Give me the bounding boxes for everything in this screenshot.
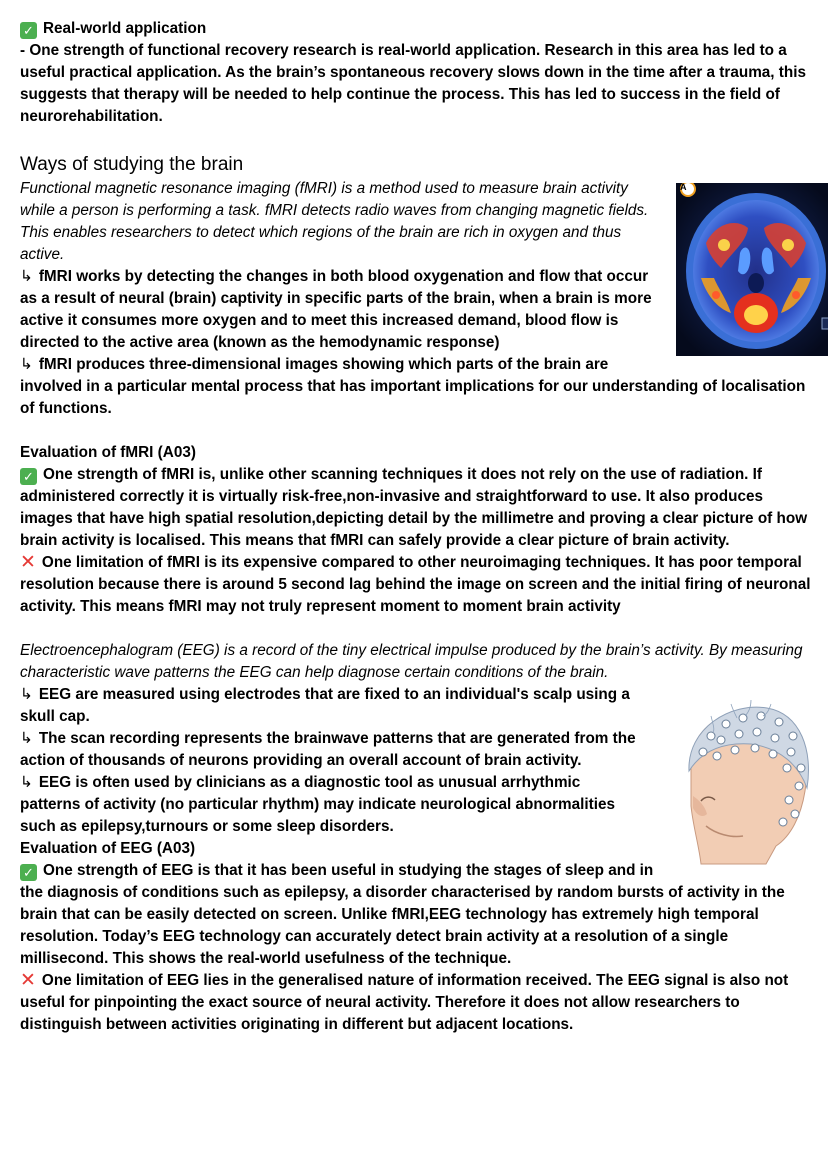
eeg-bullet: ↳ EEG is often used by clinicians as a diagnostic tool as unusual arrhythmic patterns of activity (no particular rhythm) may indicate neurological abnormalities such as epilepsy,turnours or some sleep disorders. (20, 774, 616, 835)
fmri-intro: Functional magnetic resonance imaging (fMRI) is a method used to measure brain activity while a person is performing a task. fMRI detects radio waves from changing magnetic fields. This enables researchers to detect which regions of the brain are rich in oxygen and thus active. (20, 180, 649, 263)
cross-mark-icon: ✕ (20, 970, 36, 991)
fmri-bullet: ↳ fMRI produces three-dimensional images showing which parts of the brain are involved in a particular mental process that has important implications for our understanding of localisation of functions. (20, 356, 806, 417)
eeg-intro: Electroencephalogram (EEG) is a record of the tiny electrical impulse produced by the brain’s activity. By measuring characteristic wave patterns the EEG can help diagnose certain conditions of the brain. (20, 642, 803, 681)
return-arrow-icon: ↳ (20, 356, 33, 373)
check-mark-icon: ✓ (20, 22, 37, 39)
real-world-heading: ✓ Real-world application (20, 18, 816, 40)
eeg-bullet: ↳ EEG are measured using electrodes that are fixed to an individual's scalp using a skull cap. (20, 686, 630, 725)
return-arrow-icon: ↳ (20, 774, 33, 791)
eeg-strength: ✓ One strength of EEG is that it has been useful in studying the stages of sleep and in the diagnosis of conditions such as epilepsy, a disorder characterised by random bursts of activity in the brain that can be easily detected on screen. Unlike fMRI,EEG technology has extremely high temporal resolution. Today’s EEG technology can accurately detect brain activity at a resolution of a single millisecond. This shows the real-world usefulness of the technique. (20, 862, 785, 967)
fmri-bullet: ↳ fMRI works by detecting the changes in both blood oxygenation and flow that occur as a result of neural (brain) captivity in specific parts of the brain, when a brain is more active it consumes more oxygen and to meet this increased demand, blood flow is directed to the active area (known as the hemodynamic response) (20, 268, 652, 351)
eeg-limitation: ✕ One limitation of EEG lies in the generalised nature of information received. The EEG signal is also not useful for pinpointing the exact source of neural activity. Therefore it does not allow researchers to distinguish between activities originating in different but adjacent locations. (20, 970, 789, 1033)
ways-heading: Ways of studying the brain (20, 154, 244, 175)
check-mark-icon: ✓ (20, 468, 37, 485)
check-mark-icon: ✓ (20, 864, 37, 881)
return-arrow-icon: ↳ (20, 686, 33, 703)
cross-mark-icon: ✕ (20, 552, 36, 573)
document-page (20, 18, 816, 1036)
fmri-image-label: A (680, 182, 687, 192)
eeg-head-image (671, 696, 813, 871)
fmri-strength: ✓ One strength of fMRI is, unlike other scanning techniques it does not rely on the use of radiation. If administered correctly it is virtually risk-free,non-invasive and straightforward to use. It also produces images that have high spatial resolution,depicting detail by the millimetre and proving a clear picture of how brain activity is localised. This means that fMRI can safely provide a clear picture of brain activity. (20, 466, 808, 549)
fmri-eval-heading: Evaluation of fMRI (A03) (20, 444, 196, 461)
real-world-body: - One strength of functional recovery research is real-world application. Research in this area has led to a useful practical application. As the brain’s spontaneous recovery slows down in the time after a trauma, this suggests that therapy will be needed to help continue the process. This has led to success in the field of neurorehabilitation. (20, 42, 806, 125)
eeg-eval-heading: Evaluation of EEG (A03) (20, 840, 196, 857)
eeg-bullet: ↳ The scan recording represents the brainwave patterns that are generated from the action of thousands of neurons providing an overall account of brain activity. (20, 730, 636, 769)
fmri-limitation: ✕ One limitation of fMRI is its expensive compared to other neuroimaging techniques. It has poor temporal resolution because there is around 5 second lag behind the image on screen and the initial firing of neuronal activity. This means fMRI may not truly represent moment to moment brain activity (20, 552, 811, 615)
return-arrow-icon: ↳ (20, 268, 33, 285)
return-arrow-icon: ↳ (20, 730, 33, 747)
fmri-brain-image (676, 183, 828, 361)
